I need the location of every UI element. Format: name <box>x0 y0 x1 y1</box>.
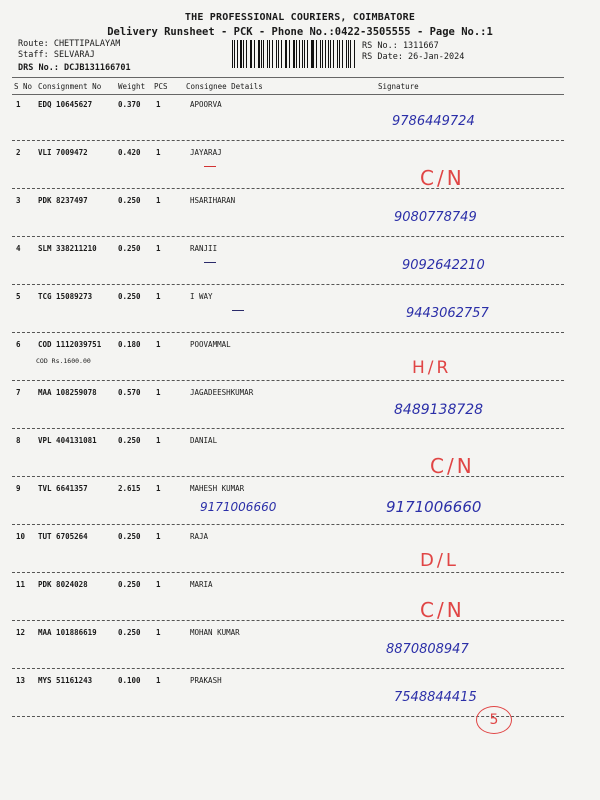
barcode-bar <box>350 40 351 68</box>
barcode-bar <box>307 40 308 68</box>
barcode-bar <box>312 40 314 68</box>
row-weight: 0.250 <box>118 580 141 589</box>
row-separator <box>12 380 564 381</box>
barcode-bar <box>254 40 255 68</box>
barcode-bar <box>320 40 321 68</box>
row-weight: 2.615 <box>118 484 141 493</box>
row-signature: 8870808947 <box>386 642 469 657</box>
barcode-bar <box>285 40 286 68</box>
barcode-bar <box>325 40 326 68</box>
company-title: THE PROFESSIONAL COURIERS, COIMBATORE <box>184 12 416 23</box>
row-consignee-name: APOORVA <box>190 100 222 109</box>
row-consignment-no: MAA 108259078 <box>38 388 97 397</box>
col-pcs: PCS <box>154 82 168 91</box>
route-label: Route: CHETTIPALAYAM <box>18 39 121 49</box>
barcode-bar <box>240 40 242 68</box>
row-consignment-no: MYS 51161243 <box>38 676 93 685</box>
barcode-bar <box>258 40 260 68</box>
header-rule-bottom <box>12 94 564 95</box>
row-pcs: 1 <box>156 244 161 253</box>
row-separator <box>12 188 564 189</box>
row-consignee-name: HSARIHARAN <box>190 196 236 205</box>
row-signature: 9171006660 <box>386 498 482 516</box>
row-signature: 9443062757 <box>406 306 489 321</box>
row-consignment-no: PDK 8024028 <box>38 580 88 589</box>
row-separator <box>12 428 564 429</box>
barcode-bar <box>261 40 262 68</box>
barcode-bar <box>339 40 340 68</box>
row-weight: 0.250 <box>118 436 141 445</box>
row-consignee-name: RAJA <box>190 532 209 541</box>
drs-number: DRS No.: DCJB131166701 <box>18 63 131 73</box>
barcode-bar <box>243 40 244 68</box>
barcode-bar <box>237 40 238 68</box>
row-consignment-no: MAA 101886619 <box>38 628 97 637</box>
col-consignee: Consignee Details <box>186 82 263 91</box>
row-separator <box>12 620 564 621</box>
row-weight: 0.250 <box>118 628 141 637</box>
row-signature: 9092642210 <box>402 258 485 273</box>
row-consignment-no: PDK 8237497 <box>38 196 88 205</box>
col-consignment: Consignment No <box>38 82 102 91</box>
row-pcs: 1 <box>156 196 161 205</box>
row-sno: 2 <box>16 148 21 157</box>
row-signature: C/N <box>430 454 475 478</box>
row-sno: 4 <box>16 244 21 253</box>
barcode-bar <box>296 40 297 68</box>
row-consignee-name: I WAY <box>190 292 213 301</box>
row-handwritten-note: 9171006660 <box>200 500 277 514</box>
row-sno: 11 <box>16 580 26 589</box>
row-signature: C/N <box>420 598 465 622</box>
row-consignment-no: SLM 338211210 <box>38 244 97 253</box>
row-weight: 0.250 <box>118 532 141 541</box>
row-weight: 0.180 <box>118 340 141 349</box>
pen-mark <box>204 262 216 263</box>
row-consignee-name: JAYARAJ <box>190 148 222 157</box>
pen-mark <box>204 166 216 167</box>
row-pcs: 1 <box>156 340 161 349</box>
row-separator <box>12 668 564 669</box>
row-consignee-name: MARIA <box>190 580 213 589</box>
barcode-bar <box>316 40 317 68</box>
row-weight: 0.570 <box>118 388 141 397</box>
barcode-bar <box>333 40 334 68</box>
row-signature: 8489138728 <box>394 402 484 418</box>
row-pcs: 1 <box>156 292 161 301</box>
row-pcs: 1 <box>156 148 161 157</box>
row-separator <box>12 572 564 573</box>
row-weight: 0.250 <box>118 292 141 301</box>
barcode-bar <box>281 40 282 68</box>
row-consignment-no: VPL 404131081 <box>38 436 97 445</box>
row-separator <box>12 140 564 141</box>
barcode-bar <box>286 40 287 68</box>
row-separator <box>12 236 564 237</box>
row-weight: 0.100 <box>118 676 141 685</box>
row-pcs: 1 <box>156 532 161 541</box>
row-signature: C/N <box>420 166 465 190</box>
row-signature: 7548844415 <box>394 690 477 705</box>
row-weight: 0.370 <box>118 100 141 109</box>
row-cod-amount: COD Rs.1600.00 <box>36 357 91 365</box>
barcode-bar <box>299 40 300 68</box>
row-consignment-no: TCG 15089273 <box>38 292 93 301</box>
row-consignee-name: JAGADEESHKUMAR <box>190 388 254 397</box>
row-sno: 5 <box>16 292 21 301</box>
barcode-bar <box>251 40 252 68</box>
barcode-bar <box>346 40 347 68</box>
barcode-bar <box>311 40 312 68</box>
row-sno: 12 <box>16 628 26 637</box>
barcode-bar <box>322 40 323 68</box>
row-signature: 9080778749 <box>394 210 477 225</box>
row-consignment-no: VLI 7009472 <box>38 148 88 157</box>
row-consignee-name: RANJII <box>190 244 218 253</box>
row-consignee-name: DANIAL <box>190 436 218 445</box>
row-consignment-no: EDQ 10645627 <box>38 100 93 109</box>
row-pcs: 1 <box>156 100 161 109</box>
row-signature: 9786449724 <box>392 114 475 129</box>
row-sno: 7 <box>16 388 21 397</box>
row-separator <box>12 524 564 525</box>
row-sno: 10 <box>16 532 26 541</box>
row-separator <box>12 284 564 285</box>
row-signature: D/L <box>420 550 459 571</box>
rs-number: RS No.: 1311667 <box>362 41 439 51</box>
row-consignee-name: MAHESH KUMAR <box>190 484 245 493</box>
barcode <box>232 40 356 68</box>
row-pcs: 1 <box>156 676 161 685</box>
barcode-bar <box>276 40 277 68</box>
row-sno: 13 <box>16 676 26 685</box>
row-pcs: 1 <box>156 388 161 397</box>
row-consignee-name: POOVAMMAL <box>190 340 231 349</box>
row-sno: 3 <box>16 196 21 205</box>
barcode-bar <box>267 40 268 68</box>
row-sno: 9 <box>16 484 21 493</box>
runsheet-title: Delivery Runsheet - PCK - Phone No.:0422-3505555 - Page No.:1 <box>107 26 493 38</box>
row-pcs: 1 <box>156 580 161 589</box>
row-consignment-no: TVL 6641357 <box>38 484 88 493</box>
row-separator <box>12 476 564 477</box>
row-sno: 1 <box>16 100 21 109</box>
row-pcs: 1 <box>156 628 161 637</box>
barcode-bar <box>278 40 279 68</box>
col-weight: Weight <box>118 82 146 91</box>
rs-date: RS Date: 26-Jan-2024 <box>362 52 465 62</box>
barcode-bar <box>337 40 339 68</box>
barcode-bar <box>302 40 303 68</box>
row-consignee-name: PRAKASH <box>190 676 222 685</box>
row-weight: 0.420 <box>118 148 141 157</box>
barcode-bar <box>330 40 331 68</box>
row-weight: 0.250 <box>118 196 141 205</box>
row-sno: 6 <box>16 340 21 349</box>
col-signature: Signature <box>378 82 419 91</box>
row-pcs: 1 <box>156 484 161 493</box>
barcode-bar <box>293 40 295 68</box>
barcode-bar <box>234 40 235 68</box>
row-pcs: 1 <box>156 436 161 445</box>
page-mark-circle: 5 <box>476 706 512 734</box>
barcode-bar <box>263 40 264 68</box>
row-consignee-name: MOHAN KUMAR <box>190 628 240 637</box>
row-consignment-no: TUT 6705264 <box>38 532 88 541</box>
barcode-bar <box>232 40 233 68</box>
barcode-bar <box>354 40 355 68</box>
barcode-bar <box>289 40 290 68</box>
barcode-bar <box>269 40 270 68</box>
col-sno: S No <box>14 82 33 91</box>
barcode-bar <box>304 40 305 68</box>
row-separator <box>12 332 564 333</box>
row-sno: 8 <box>16 436 21 445</box>
row-consignment-no: COD 1112039751 <box>38 340 102 349</box>
staff-label: Staff: SELVARAJ <box>18 50 95 60</box>
barcode-bar <box>342 40 343 68</box>
barcode-bar <box>348 40 349 68</box>
row-signature: H/R <box>412 358 452 378</box>
barcode-bar <box>328 40 329 68</box>
barcode-bar <box>250 40 251 68</box>
barcode-bar <box>246 40 247 68</box>
header-rule-top <box>12 77 564 78</box>
pen-mark <box>232 310 244 311</box>
row-weight: 0.250 <box>118 244 141 253</box>
barcode-bar <box>272 40 274 68</box>
